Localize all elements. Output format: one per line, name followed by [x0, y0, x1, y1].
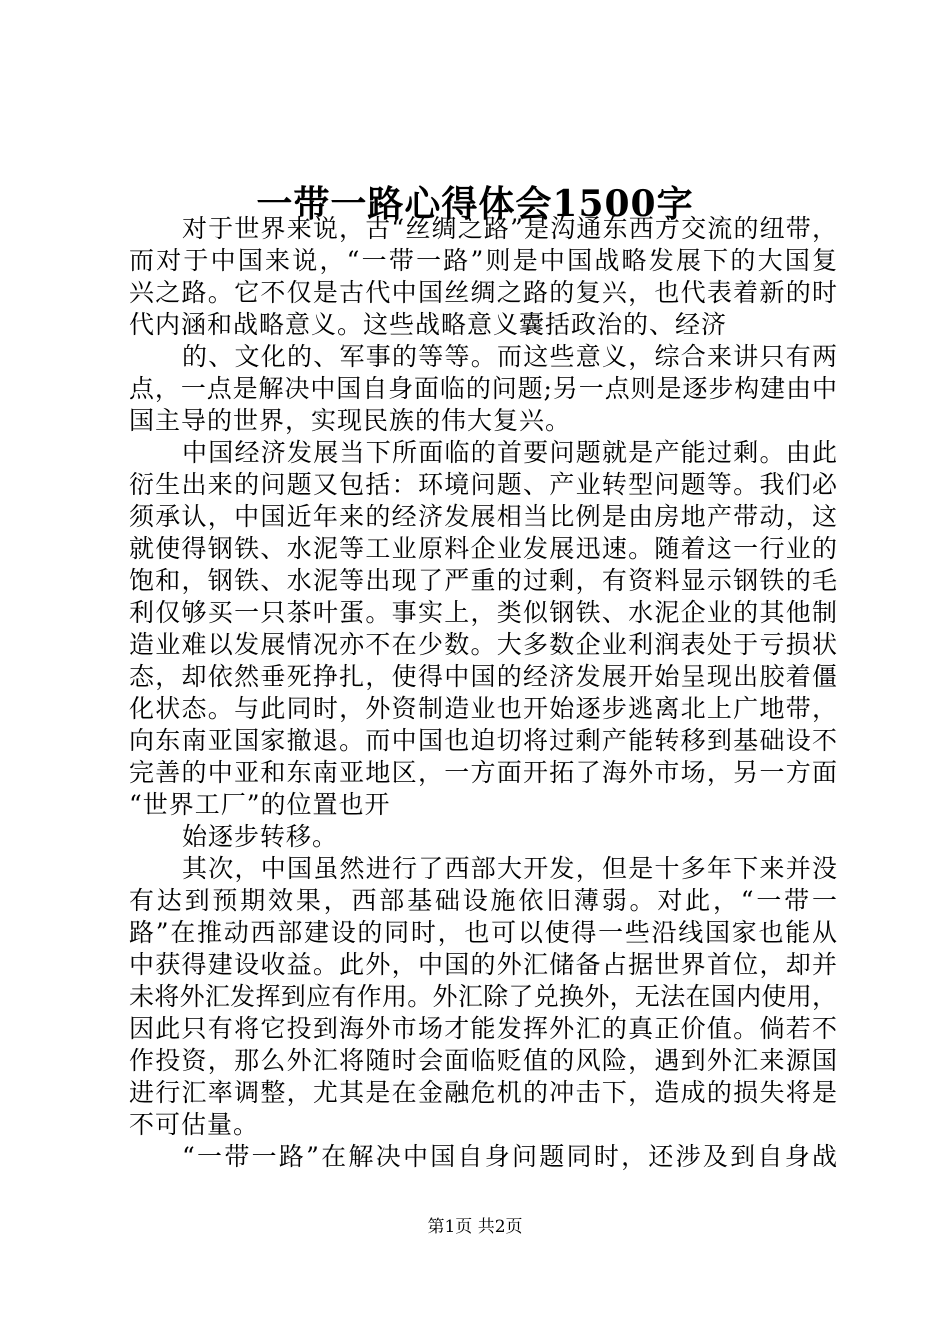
body-line: 完善的中亚和东南亚地区，一方面开拓了海外市场，另一方面	[129, 758, 837, 787]
body-line: 国主导的世界，实现民族的伟大复兴。	[129, 406, 572, 435]
body-line: 向东南亚国家撤退。而中国也迫切将过剩产能转移到基础设不	[129, 726, 837, 755]
body-line: 态，却依然垂死挣扎，使得中国的经济发展开始呈现出胶着僵	[129, 662, 837, 691]
body-line: 中国经济发展当下所面临的首要问题就是产能过剩。由此	[182, 438, 837, 467]
body-line: 饱和，钢铁、水泥等出现了严重的过剩，有资料显示钢铁的毛	[129, 566, 837, 595]
page-footer: 第1页 共2页	[427, 1217, 523, 1237]
body-line: 其次，中国虽然进行了西部大开发，但是十多年下来并没	[182, 854, 837, 883]
body-line: 点，一点是解决中国自身面临的问题;另一点则是逐步构建由中	[129, 374, 837, 403]
body-line: 作投资，那么外汇将随时会面临贬值的风险，遇到外汇来源国	[129, 1046, 837, 1075]
body-line: 对于世界来说，古“丝绸之路”是沟通东西方交流的纽带，	[182, 214, 837, 243]
body-line: 就使得钢铁、水泥等工业原料企业发展迅速。随着这一行业的	[129, 534, 837, 563]
body-line: 兴之路。它不仅是古代中国丝绸之路的复兴，也代表着新的时	[129, 278, 837, 307]
body-line: 中获得建设收益。此外，中国的外汇储备占据世界首位，却并	[129, 950, 837, 979]
body-line: “一带一路”在解决中国自身问题同时，还涉及到自身战	[182, 1142, 837, 1171]
body-line: 的、文化的、军事的等等。而这些意义，综合来讲只有两	[182, 342, 837, 371]
document-title: 一带一路心得体会1500字	[256, 183, 694, 225]
body-line: 利仅够买一只茶叶蛋。事实上，类似钢铁、水泥企业的其他制	[129, 598, 837, 627]
body-line: 有达到预期效果，西部基础设施依旧薄弱。对此，“一带一	[129, 886, 837, 915]
body-line: 衍生出来的问题又包括：环境问题、产业转型问题等。我们必	[129, 470, 837, 499]
body-line: 造业难以发展情况亦不在少数。大多数企业利润表处于亏损状	[129, 630, 837, 659]
body-line: 不可估量。	[129, 1110, 260, 1139]
body-line: 进行汇率调整，尤其是在金融危机的冲击下，造成的损失将是	[129, 1078, 837, 1107]
body-line: 路”在推动西部建设的同时，也可以使得一些沿线国家也能从	[129, 918, 837, 947]
body-line: 因此只有将它投到海外市场才能发挥外汇的真正价值。倘若不	[129, 1014, 837, 1043]
body-line: 而对于中国来说，“一带一路”则是中国战略发展下的大国复	[129, 246, 837, 275]
body-line: 代内涵和战略意义。这些战略意义囊括政治的、经济	[129, 310, 728, 339]
body-line: “世界工厂”的位置也开	[129, 790, 391, 819]
body-line: 未将外汇发挥到应有作用。外汇除了兑换外，无法在国内使用，	[129, 982, 837, 1011]
body-line: 须承认，中国近年来的经济发展相当比例是由房地产带动，这	[129, 502, 837, 531]
document-body	[129, 213, 837, 1173]
body-line: 化状态。与此同时，外资制造业也开始逐步逃离北上广地带，	[129, 694, 837, 723]
body-line: 始逐步转移。	[182, 822, 339, 851]
